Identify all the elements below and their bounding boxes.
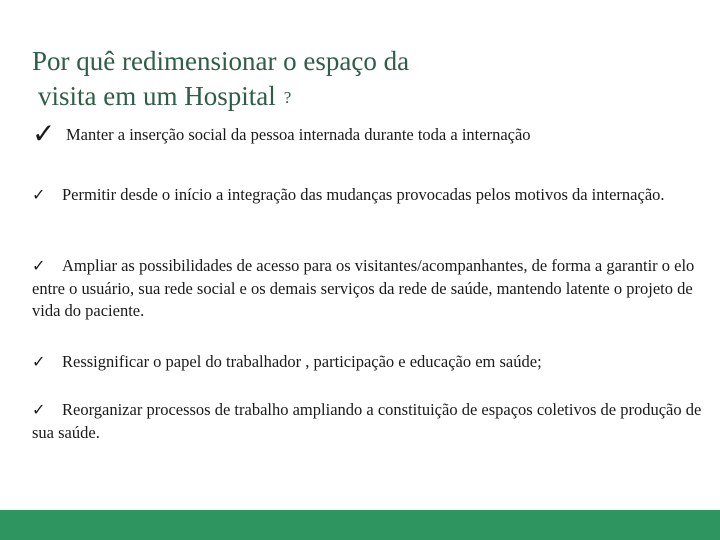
checkmark-icon: ✓: [32, 354, 46, 371]
bullet-item-2: [32, 184, 708, 207]
bullet-item-2-text: Permitir desde o início a integração das mudanças provocadas pelos motivos da internação.: [62, 185, 665, 204]
title-line-2: visita em um Hospital: [38, 81, 276, 111]
bullet-item-5-text: Reorganizar processos de trabalho ampliando a constituição de espaços coletivos de produção de sua saúde.: [32, 400, 702, 442]
checkmark-icon: ✓: [32, 119, 56, 150]
bullet-item-4-text: Ressignificar o papel do trabalhador , participação e educação em saúde;: [62, 352, 542, 371]
bullet-item-3: [32, 255, 708, 322]
title-line-2-wrapper: [32, 79, 672, 115]
title-line-1: Por quê redimensionar o espaço da: [32, 46, 410, 76]
bullet-item-3-text: Ampliar as possibilidades de acesso para os visitantes/acompanhantes, de forma a garantir o elo entre o usuário, sua rede social e os demais serviços da rede de saúde, mantendo latente o projeto de vida do paciente.: [32, 256, 695, 320]
bullet-item-1: [32, 119, 708, 150]
bullet-item-1-text: Manter a inserção social da pessoa internada durante toda a internação: [66, 125, 531, 144]
bullet-item-4: [32, 351, 708, 374]
title-question-mark: ?: [283, 88, 292, 107]
checkmark-icon: ✓: [32, 187, 46, 204]
footer-bar: [0, 510, 720, 540]
checkmark-icon: ✓: [32, 258, 46, 275]
slide-title: [32, 44, 672, 115]
checkmark-icon: ✓: [32, 402, 46, 419]
bullet-item-5: [32, 399, 708, 444]
